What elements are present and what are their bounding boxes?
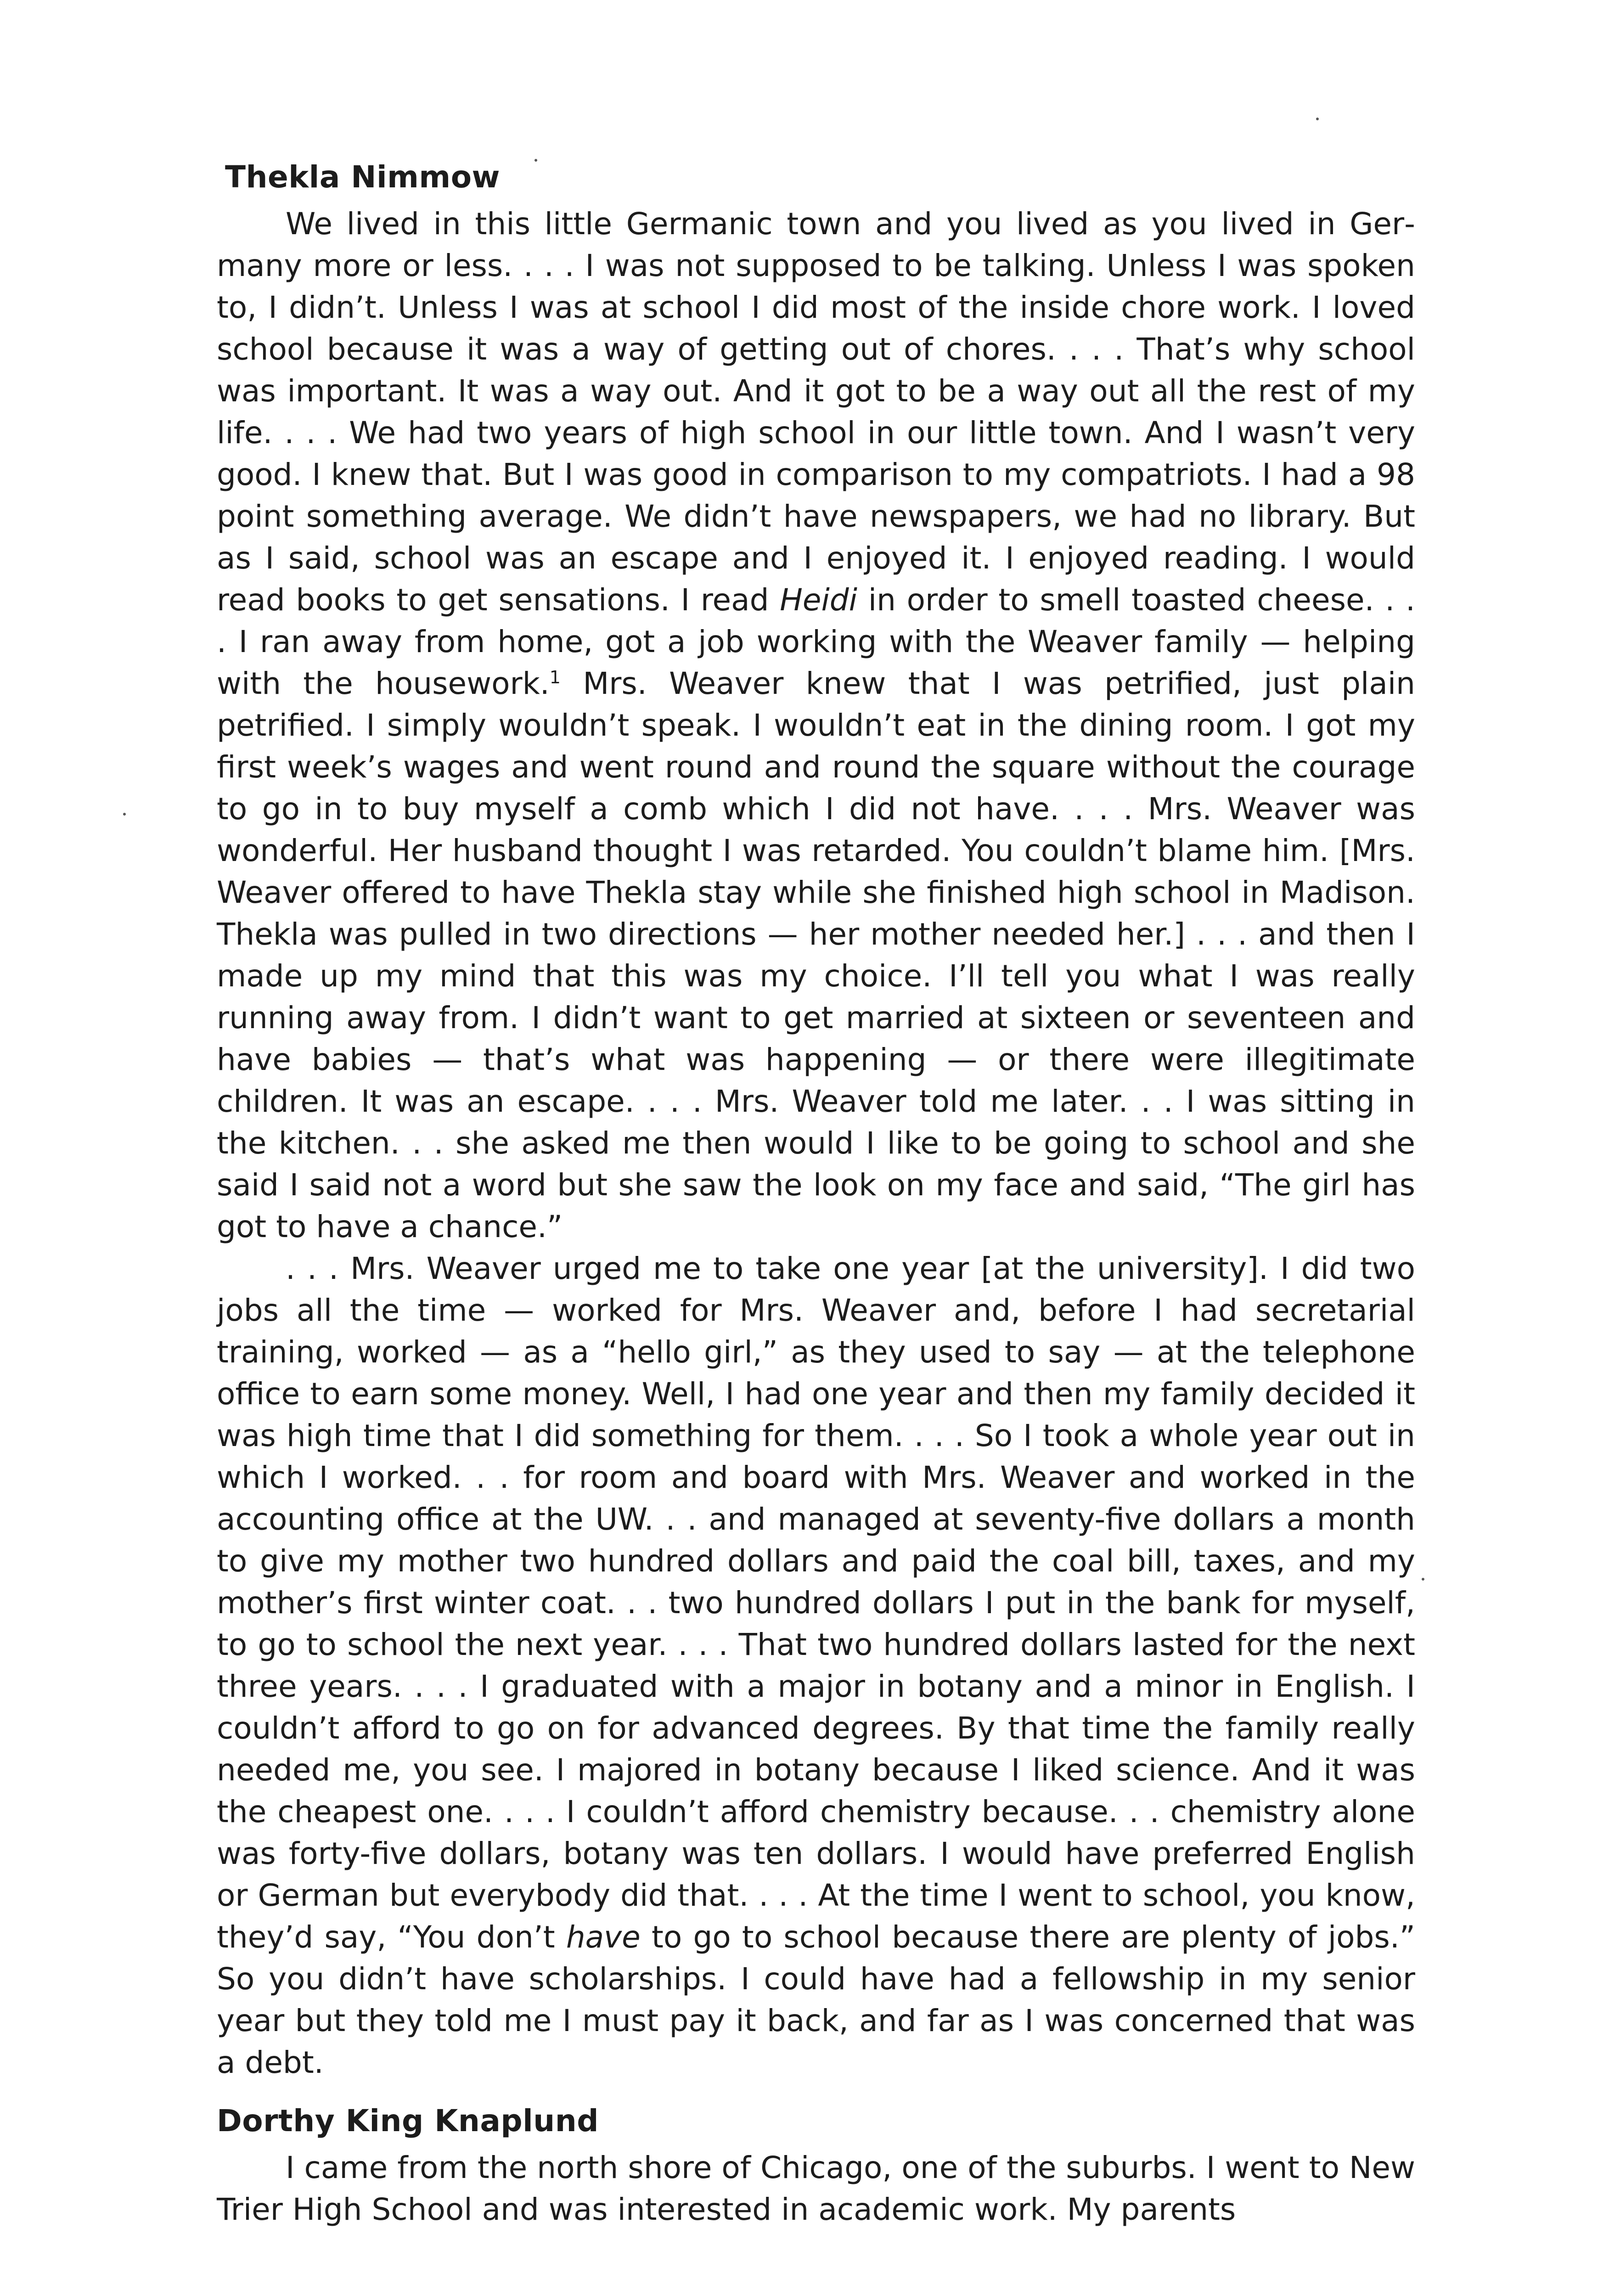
body-paragraph: [217, 2147, 1415, 2230]
italic-text: have: [566, 1919, 641, 1955]
print-speck: [1316, 118, 1319, 120]
text-run: . . . Mrs. Weaver urged me to take one year [at the university]. I did two jobs all the time — worked for Mrs. Weaver and, before I had secretarial training, worked — as a “hello girl,” as they used to say — at the telephone office to earn some money. Well, I had one year and then my family decided it was high time that I did something for them. . . . So I took a whole year out in which I worked. . . for room and board with Mrs. Weaver and worked in the accounting office at the UW. . . and managed at seventy-five dollars a month to give my mother two hundred dollars and paid the coal bill, taxes, and my mother’s first winter coat. . . two hundred dollars I put in the bank for myself, to go to school the next year. . . . That two hundred dollars lasted for the next three years. . . . I graduated with a major in botany and a minor in English. I couldn’t afford to go on for advanced degrees. By that time the family really needed me, you see. I majored in botany because I liked science. And it was the cheapest one. . . . I couldn’t afford chemistry because. . . chemistry alone was forty-five dollars, botany was ten dollars. I would have preferred English or German but everybody did that. . . . At the time I went to school, you know, they’d say, “You don’t: [217, 1251, 1415, 1955]
text-column: [217, 156, 1415, 2230]
text-run: I came from the north shore of Chicago, one of the suburbs. I went to New Trier High School and was interested in academic work. My parents: [217, 2150, 1415, 2227]
section-heading: Thekla Nimmow: [225, 159, 501, 195]
body-paragraph: [217, 1248, 1415, 2083]
body-paragraph: [217, 203, 1415, 1248]
print-speck: [534, 159, 537, 162]
text-run: Mrs. Weaver knew that I was petrified, just plain petrified. I simply wouldn’t speak. I wouldn’t eat in the dining room. I got my first week’s wages and went round and round the square without the courage to go in to buy myself a comb which I did not have. . . . Mrs. Weaver was wonderful. Her husband thought I was retarded. You couldn’t blame him. [Mrs. Weaver offered to have Thekla stay while she finished high school in Madison. Thekla was pulled in two directions — her mother needed her.] . . . and then I made up my mind that this was my choice. I’ll tell you what I was really running away from. I didn’t want to get married at sixteen or seventeen and have babies — that’s what was happening — or there were illegitimate children. It was an escape. . . . Mrs. Weaver told me later. . . I was sitting in the kitchen. . . she asked me then would I like to be going to school and she said I said not a word but she saw the look on my face and said, “The girl has got to have a chance.”: [217, 666, 1415, 1244]
text-run: to go to school because there are plenty of jobs.” So you didn’t have scholarships. I could have had a fellowship in my senior year but they told me I must pay it back, and far as I was concerned that was a debt.: [217, 1919, 1415, 2080]
text-run: in order to smell toasted cheese. . . . I ran away from home, got a job working with the Weaver family — helping with the housework.: [217, 582, 1416, 701]
print-speck: [123, 813, 126, 816]
italic-text: Heidi: [780, 582, 858, 618]
section-heading: Dorthy King Knaplund: [217, 2103, 599, 2138]
footnote-reference: 1: [549, 667, 561, 687]
print-speck: [1422, 1578, 1424, 1581]
text-run: We lived in this little Germanic town and you lived as you lived in Germany more or less. . . . I was not supposed to be talking. Unless I was spoken to, I didn’t. Unless I was at school I did most of the inside chore work. I loved school because it was a way of getting out of chores. . . . That’s why school was important. It was a way out. And it got to be a way out all the rest of my life. . . . We had two years of high school in our little town. And I wasn’t very good. I knew that. But I was good in comparison to my compatriots. I had a 98 point something average. We didn’t have newspapers, we had no library. But as I said, school was an escape and I enjoyed it. I enjoyed reading. I would read books to get sensations. I read: [217, 206, 1415, 618]
